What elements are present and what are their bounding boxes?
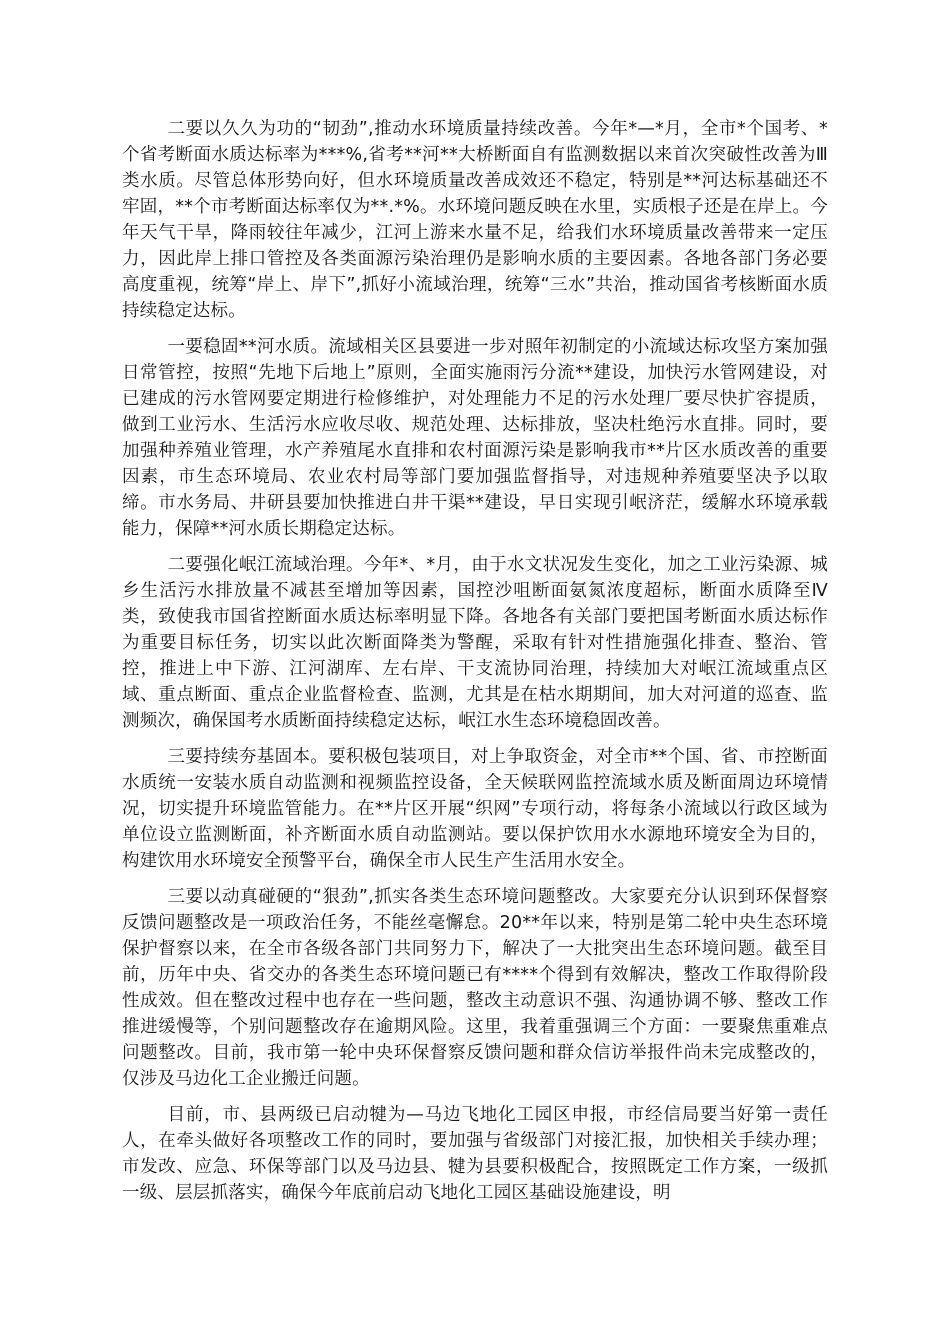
paragraph-4: 三要持续夯基固本。要积极包装项目，对上争取资金，对全市**个国、省、市控断面水质统一安装水质自动监测和视频监控设备，全天候联网监控流域水质及断面周边环境情况，切实提升环境监管能力。在**片区开展“织网”专项行动，将每条小流域以行政区域为单位设立监测断面，补齐断面水质自动监测站。要以保护饮用水水源地环境安全为目的，构建饮用水环境安全预警平台，确保全市人民生产生活用水安全。 bbox=[122, 747, 828, 871]
paragraph-3: 二要强化岷江流域治理。今年*、*月，由于水文状况发生变化，加之工业污染源、城乡生活污水排放量不减甚至增加等因素，国控沙咀断面氨氮浓度超标，断面水质降至Ⅳ类，致使我市国省控断面水质达标率明显下降。各地各有关部门要把国考断面水质达标作为重要目标任务，切实以此次断面降类为警醒，采取有针对性措施强化排查、整治、管控，推进上中下游、江河湖库、左右岸、干支流协同治理，持续加大对岷江流域重点区域、重点断面、重点企业监督检查、监测，尤其是在枯水期期间，加大对河道的巡查、监测频次，确保国考水质断面持续稳定达标，岷江水生态环境稳固改善。 bbox=[122, 555, 828, 731]
paragraph-1: 二要以久久为功的“韧劲”,推动水环境质量持续改善。今年*—*月，全市*个国考、*个省考断面水质达标率为***%,省考**河**大桥断面自有监测数据以来首次突破性改善为Ⅲ类水质。尽管总体形势向好，但水环境质量改善成效还不稳定，特别是**河达标基础还不牢固，**个市考断面达标率仅为**.*%。水环境问题反映在水里，实质根子还是在岸上。今年天气干旱，降雨较往年减少，江河上游来水量不足，给我们水环境质量改善带来一定压力，因此岸上排口管控及各类面源污染治理仍是影响水质的主要因素。各地各部门务必要高度重视，统筹“岸上、岸下”,抓好小流域治理，统筹“三水”共治，推动国省考核断面水质持续稳定达标。 bbox=[122, 119, 828, 321]
document-body bbox=[122, 116, 828, 1216]
paragraph-6: 目前，市、县两级已启动犍为—马边飞地化工园区申报，市经信局要当好第一责任人，在牵头做好各项整改工作的同时，要加强与省级部门对接汇报，加快相关手续办理；市发改、应急、环保等部门以及马边县、犍为县要积极配合，按照既定工作方案，一级抓一级、层层抓落实，确保今年底前启动飞地化工园区基础设施建设，明 bbox=[122, 1105, 828, 1203]
paragraph-5: 三要以动真碰硬的“狠劲”,抓实各类生态环境问题整改。大家要充分认识到环保督察反馈问题整改是一项政治任务，不能丝毫懈怠。20**年以来，特别是第二轮中央生态环境保护督察以来，在全市各级各部门共同努力下，解决了一大批突出生态环境问题。截至目前，历年中央、省交办的各类生态环境问题已有****个得到有效解决，整改工作取得阶段性成效。但在整改过程中也存在一些问题，整改主动意识不强、沟通协调不够、整改工作推进缓慢等，个别问题整改存在逾期风险。这里，我着重强调三个方面：一要聚焦重难点问题整改。目前，我市第一轮中央环保督察反馈问题和群众信访举报件尚未完成整改的，仅涉及马边化工企业搬迁问题。 bbox=[122, 887, 828, 1089]
paragraph-2: 一要稳固**河水质。流域相关区县要进一步对照年初制定的小流域达标攻坚方案加强日常管控，按照“先地下后地上”原则，全面实施雨污分流**建设，加快污水管网建设，对已建成的污水管网要定期进行检修维护，对处理能力不足的污水处理厂要尽快扩容提质，做到工业污水、生活污水应收尽收、规范处理、达标排放，坚决杜绝污水直排。同时，要加强种养殖业管理，水产养殖尾水直排和农村面源污染是影响我市**片区水质改善的重要因素，市生态环境局、农业农村局等部门要加强监督指导，对违规种养殖要坚决予以取缔。市水务局、井研县要加快推进白井干渠**建设，早日实现引岷济茫，缓解水环境承载能力，保障**河水质长期稳定达标。 bbox=[122, 337, 828, 539]
